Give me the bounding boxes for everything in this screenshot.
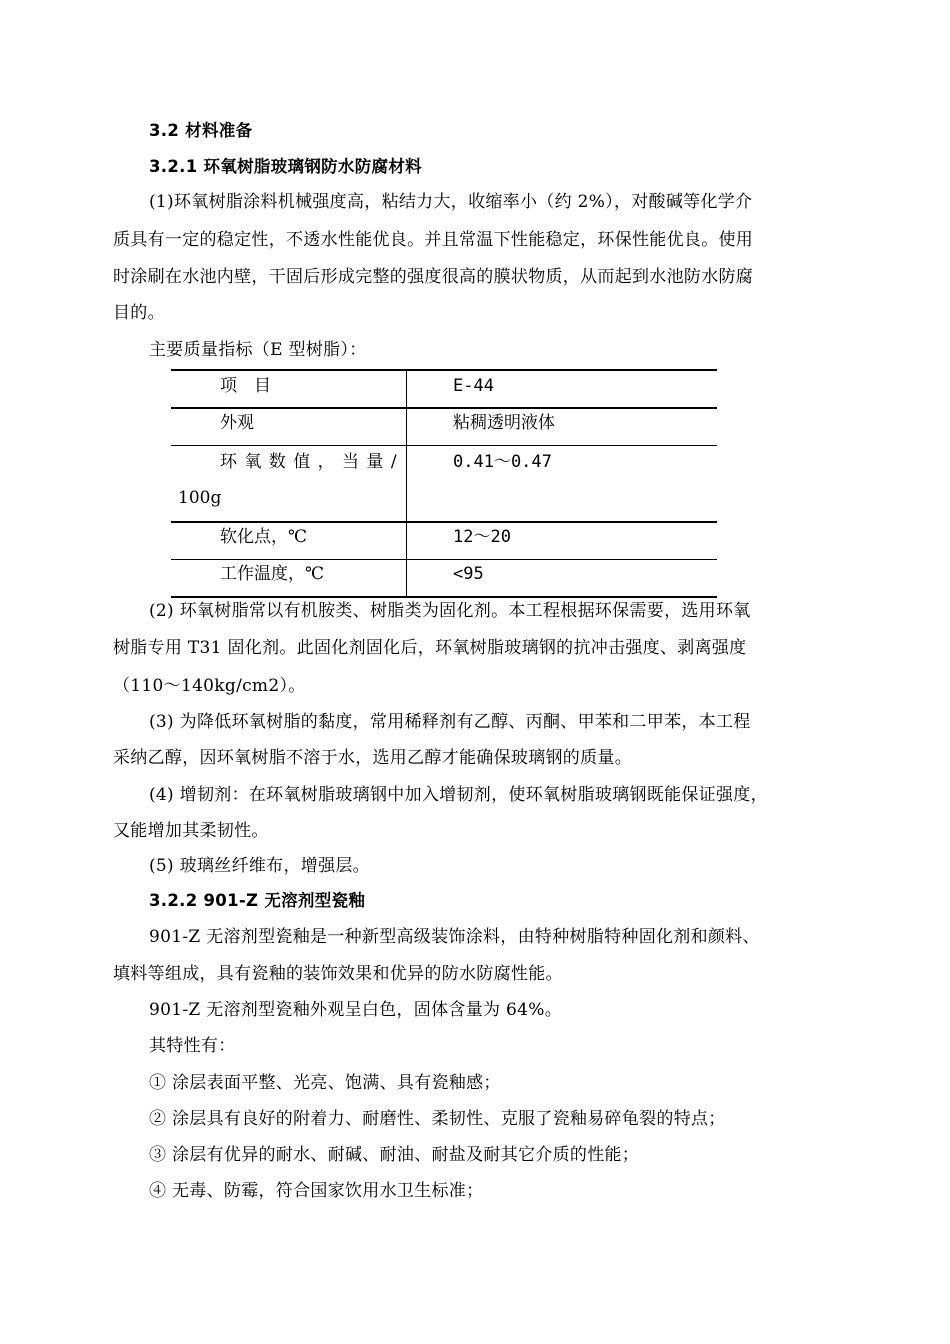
table-cell-value: <95 — [453, 564, 484, 584]
paragraph-line: (5) 玻璃丝纤维布，增强层。 — [149, 856, 370, 876]
paragraph-line: 质具有一定的稳定性，不透水性能优良。并且常温下性能稳定，环保性能优良。使用 — [113, 230, 754, 250]
feature-list-item: ④ 无毒、防霉，符合国家饮用水卫生标准； — [149, 1181, 484, 1201]
table-cell-item: 工作温度，℃ — [220, 564, 325, 584]
table-cell-item: 外观 — [220, 413, 254, 433]
paragraph-line: 目的。 — [113, 303, 165, 323]
table-cell-item: 100g — [178, 488, 222, 508]
paragraph-line: (4) 增韧剂：在环氧树脂玻璃钢中加入增韧剂，使环氧树脂玻璃钢既能保证强度， — [149, 785, 768, 805]
table-row-rule — [171, 445, 717, 446]
table-bottom-rule — [171, 596, 717, 598]
paragraph-line: 填料等组成，具有瓷釉的装饰效果和优异的防水防腐性能。 — [113, 964, 563, 984]
paragraph-line: (2) 环氧树脂常以有机胺类、树脂类为固化剂。本工程根据环保需要，选用环氧 — [149, 601, 751, 621]
paragraph-line: 树脂专用 T31 固化剂。此固化剂固化后，环氧树脂玻璃钢的抗冲击强度、剥离强度 — [113, 638, 747, 658]
table-cell-value: 0.41～0.47 — [453, 452, 552, 472]
table-column-divider — [406, 369, 407, 598]
table-caption: 主要质量指标（E 型树脂）： — [149, 340, 367, 360]
paragraph-line: （110～140kg/cm2）。 — [113, 676, 306, 696]
table-cell-value: 12～20 — [453, 527, 511, 547]
paragraph-line: (3) 为降低环氧树脂的黏度，常用稀释剂有乙醇、丙酮、甲苯和二甲苯，本工程 — [149, 712, 751, 732]
table-row-rule — [171, 559, 717, 560]
table-header-rule — [171, 407, 717, 409]
paragraph-line: 901-Z 无溶剂型瓷釉是一种新型高级装饰涂料，由特种树脂特种固化剂和颜料、 — [149, 927, 760, 947]
table-cell-item: 环 氧 数 值 ， 当 量 / — [220, 452, 398, 472]
table-cell-item: 软化点，℃ — [220, 527, 308, 547]
feature-list-item: ② 涂层具有良好的附着力、耐磨性、柔韧性、克服了瓷釉易碎龟裂的特点； — [149, 1109, 726, 1129]
paragraph-line: 采纳乙醇，因环氧树脂不溶于水，选用乙醇才能确保玻璃钢的质量。 — [113, 748, 632, 768]
table-row-rule — [171, 521, 717, 523]
paragraph-line: 其特性有： — [149, 1036, 236, 1056]
table-header-value: E-44 — [453, 376, 494, 396]
section-heading-3-2-2: 3.2.2 901-Z 无溶剂型瓷釉 — [149, 891, 366, 910]
paragraph-line: 又能增加其柔韧性。 — [113, 821, 269, 841]
feature-list-item: ① 涂层表面平整、光亮、饱满、具有瓷釉感； — [149, 1073, 501, 1093]
table-top-rule — [171, 369, 717, 371]
paragraph-line: (1)环氧树脂涂料机械强度高，粘结力大，收缩率小（约 2%），对酸碱等化学介 — [149, 192, 753, 212]
table-header-item: 项 目 — [220, 376, 271, 396]
section-heading-3-2: 3.2 材料准备 — [149, 121, 253, 140]
section-heading-3-2-1: 3.2.1 环氧树脂玻璃钢防水防腐材料 — [149, 157, 422, 176]
table-cell-value: 粘稠透明液体 — [453, 413, 555, 433]
feature-list-item: ③ 涂层有优异的耐水、耐碱、耐油、耐盐及耐其它介质的性能； — [149, 1145, 640, 1165]
paragraph-line: 时涂刷在水池内壁，干固后形成完整的强度很高的膜状物质，从而起到水池防水防腐 — [113, 267, 754, 287]
paragraph-line: 901-Z 无溶剂型瓷釉外观呈白色，固体含量为 64%。 — [149, 1000, 562, 1020]
